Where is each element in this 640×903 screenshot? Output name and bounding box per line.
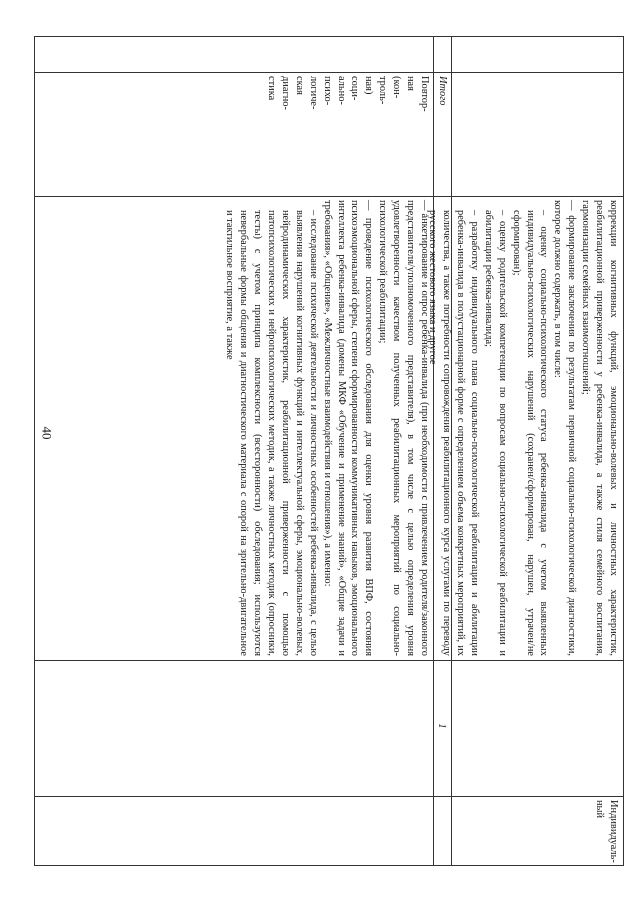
total-label: Итого [437, 76, 448, 106]
repeat-main-text [222, 200, 431, 656]
label-line: психо- [321, 76, 333, 106]
label-line: Повтор- [419, 76, 430, 112]
rotated-table [34, 36, 624, 866]
label-line: ная [405, 76, 417, 91]
paragraph: — анкетирование и опрос ребенка-инвалида (при необходимости с привлечением родителя/законного представителя/уполномоченного представителя), в том числе с целью определения уровня удовлетворенности качеством полученных реабилитационных мероприятий по социально-психологической реабилитации; [377, 200, 430, 656]
paragraph: — проведение психологического обследования для оценки уровня развития ВПФ, состояния психоэмоциональной сферы, степени сформированности коммуникативных навыков, эмоционального интеллекта ребенка-инвалида (домены МКФ «Обучение и применение знаний», «Общие задачи и требования», «Общение», «Межличностные взаимодействия и отношения»), а именно: [321, 200, 375, 656]
label-line: диагно- [279, 76, 291, 110]
paragraph: – разработку индивидуального плана социально-психологической реабилитации и абилитации ребенка-инвалида в полустационарной форме с определением объема конкретных мероприятий, их количества, а также потребности сопровождения реабилитационного курса услугами по переводу русского жестового языка и другое [427, 210, 480, 656]
paragraph: — формирование заключения по результатам первичной социально-психологической диагностики, которое должно содержать, в том числе: [552, 200, 578, 656]
column-divider [34, 72, 624, 73]
label-line: (кон- [391, 76, 403, 99]
column-divider [34, 796, 624, 797]
paragraph: – исследование психической деятельности и личностных особенностей ребенка-инвалида, с целью выявления нарушений когнитивных функций и интеллектуальной сферы, эмоционально-волевых, нейродинамических характеристик, реабилитационной приверженности с помощью патопсихологических и нейропсихологических методик, а также личностных методик (опросники, тесты) с учетом принципа комплексности (всесторонности) обследования; используются невербальные формы общения и диагностического материала с опорой на зрительно-двигательное и тактильное восприятие, а также [224, 210, 319, 656]
total-value: 1 [436, 723, 447, 729]
form-type: Индивидуаль-ный [594, 800, 619, 863]
paragraph: коррекции когнитивных функций, эмоционально-волевых и личностных характеристик, реабилитационной приверженности у ребенка-инвалида, а также стиля семейного воспитания, гармонизации семейных взаимоотношений; [580, 200, 619, 656]
label-line: троль- [377, 76, 389, 105]
column-divider [34, 660, 624, 661]
column-divider [34, 196, 624, 197]
document-sheet [34, 36, 624, 866]
repeat-diagnostics-label [264, 76, 431, 194]
label-line: соци- [349, 76, 361, 101]
label-line: ально- [335, 76, 347, 105]
page-number: 40 [39, 426, 55, 440]
label-line: стика [266, 76, 278, 101]
paragraph: – оценку родительской компетенции по вопросам социально-психологической реабилитации и абилитации ребенка-инвалида; [482, 210, 508, 656]
paragraph: – оценку социально-психологического статуса ребенка-инвалида с учетом выявленных индивидуально-психологических нарушений (сохранен/сформирован, нарушен, утрачен/не сформирован); [510, 210, 550, 656]
label-line: ская [293, 76, 305, 95]
top-main-text [425, 200, 620, 656]
label-line: логиче- [307, 76, 319, 110]
label-line: ная) [363, 76, 375, 95]
